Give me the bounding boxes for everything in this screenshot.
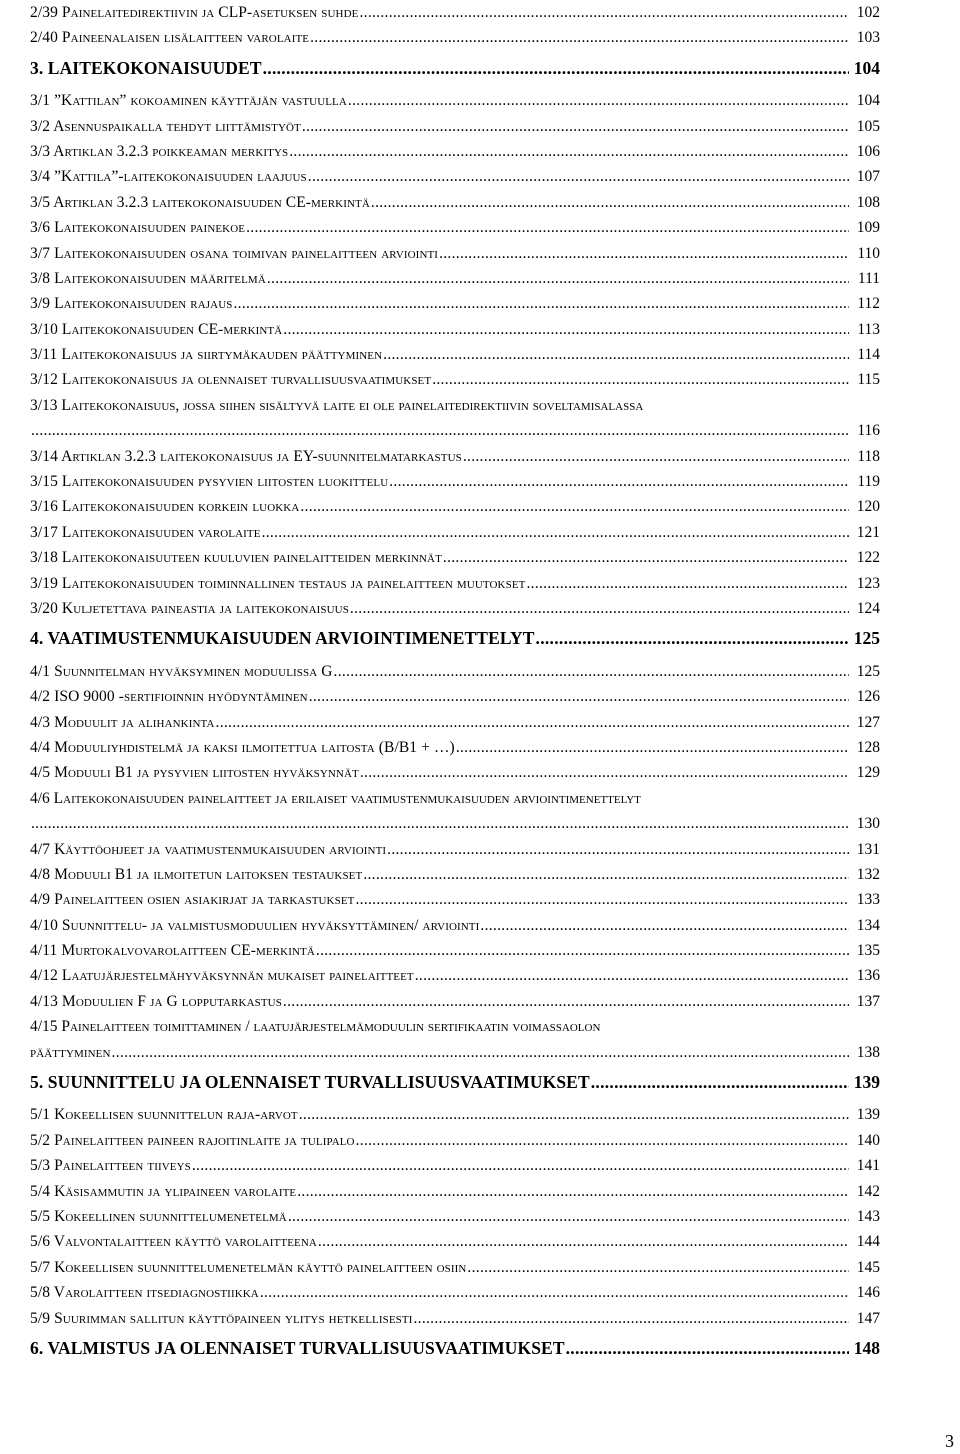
toc-page-number: 110 [857, 244, 880, 262]
leader-dots [387, 837, 849, 862]
toc-entry[interactable] [30, 1229, 880, 1254]
toc-entry[interactable] [30, 684, 880, 709]
leader-dots [443, 545, 849, 570]
toc-page-number: 131 [856, 840, 880, 858]
toc-page-number: 140 [856, 1131, 880, 1149]
toc-page-number: 112 [857, 295, 880, 313]
toc-entry-title: 3/1 ”Kattilan” kokoaminen käyttäjän vastuulla [30, 92, 347, 110]
leader-dots [233, 291, 849, 316]
toc-entry[interactable] [30, 1102, 880, 1127]
toc-page-number: 106 [856, 142, 880, 160]
toc-entry[interactable] [30, 0, 880, 25]
toc-entry[interactable] [30, 760, 880, 785]
leader-dots [216, 710, 849, 735]
leader-dots [360, 760, 849, 785]
leader-dots [316, 938, 849, 963]
leader-dots [302, 114, 849, 139]
toc-entry[interactable] [30, 342, 880, 367]
toc-entry-title: 4/10 Suunnittelu- ja valmistusmoduulien hyväksyttäminen/ arviointi [30, 916, 480, 934]
toc-entry-title: 4/9 Painelaitteen osien asiakirjat ja tarkastukset [30, 891, 355, 909]
toc-page-number: 107 [856, 168, 880, 186]
table-of-contents [30, 0, 880, 1368]
toc-chapter[interactable] [30, 56, 880, 81]
leader-dots [348, 88, 849, 113]
toc-entry[interactable] [30, 241, 880, 266]
toc-entry-title: 3/16 Laitekokonaisuuden korkein luokka [30, 498, 300, 516]
toc-page-number: 141 [856, 1157, 880, 1175]
leader-dots [389, 469, 849, 494]
leader-dots [300, 494, 849, 519]
toc-page-number: 102 [856, 4, 880, 21]
toc-entry-title: 3/6 Laitekokonaisuuden painekoe [30, 219, 246, 237]
toc-entry-title: 3. LAITEKOKONAISUUDET [30, 57, 262, 78]
toc-entry[interactable] [30, 989, 880, 1014]
toc-entry-title[interactable]: 4/15 Painelaitteen toimittaminen / laatujärjestelmämoduulin sertifikaatin voimassaolon [30, 1018, 601, 1036]
toc-page-number: 120 [856, 498, 880, 516]
toc-entry-title: 4/3 Moduulit ja alihankinta [30, 713, 215, 731]
toc-entry-title: 4/8 Moduuli B1 ja ilmoitetun laitoksen testaukset [30, 865, 363, 883]
toc-page-number: 138 [856, 1043, 880, 1061]
toc-entry-title: 4/13 Moduulien F ja G lopputarkastus [30, 992, 282, 1010]
leader-dots [308, 164, 849, 189]
toc-page-number: 118 [857, 447, 880, 465]
toc-entry[interactable] [30, 710, 880, 735]
toc-page-number: 137 [856, 992, 880, 1010]
toc-page-number: 127 [856, 713, 880, 731]
toc-entry-title: 5. SUUNNITTELU JA OLENNAISET TURVALLISUUSVAATIMUKSET [30, 1072, 590, 1093]
leader-dots [309, 684, 849, 709]
toc-entry[interactable] [30, 520, 880, 545]
toc-entry[interactable] [30, 291, 880, 316]
toc-entry[interactable] [30, 190, 880, 215]
leader-dots [318, 1229, 849, 1254]
toc-page-number: 116 [857, 422, 880, 440]
toc-entry[interactable] [30, 114, 880, 139]
toc-page-number: 148 [853, 1337, 880, 1358]
leader-dots [566, 1336, 849, 1361]
toc-entry[interactable] [30, 367, 880, 392]
toc-entry-title: 5/1 Kokeellisen suunnittelun raja-arvot [30, 1106, 298, 1124]
leader-dots [192, 1153, 849, 1178]
toc-entry[interactable] [30, 25, 880, 50]
toc-page-number: 147 [856, 1309, 880, 1327]
toc-entry-title: 5/6 Valvontalaitteen käyttö varolaitteena [30, 1233, 317, 1251]
leader-dots [112, 1040, 849, 1065]
leader-dots [356, 1128, 849, 1153]
toc-entry-title: 4/4 Moduuliyhdistelmä ja kaksi ilmoitettua laitosta (B/B1 + …) [30, 738, 455, 756]
toc-page-number: 129 [856, 764, 880, 782]
toc-page-number: 114 [857, 346, 880, 364]
leader-dots [334, 659, 849, 684]
toc-entry[interactable] [30, 545, 880, 570]
toc-entry-title: 3/2 Asennuspaikalla tehdyt liittämistyöt [30, 117, 301, 135]
leader-dots [283, 989, 849, 1014]
toc-page-number: 104 [853, 57, 880, 78]
leader-dots [350, 596, 849, 621]
leader-dots [591, 1070, 849, 1095]
toc-entry-title: 3/15 Laitekokonaisuuden pysyvien liitosten luokittelu [30, 473, 389, 491]
toc-entry-title: 5/2 Painelaitteen paineen rajoitinlaite ja tulipalo [30, 1131, 355, 1149]
toc-page-number: 139 [853, 1072, 880, 1093]
page-number: 3 [945, 1431, 954, 1451]
toc-page-number: 132 [856, 865, 880, 883]
toc-entry-title-continued: päättyminen [30, 1043, 111, 1061]
toc-page-number: 109 [856, 219, 880, 237]
toc-page-number: 144 [856, 1233, 880, 1251]
toc-entry[interactable] [30, 418, 880, 443]
leader-dots [355, 887, 849, 912]
toc-entry[interactable] [30, 1128, 880, 1153]
toc-entry[interactable] [30, 494, 880, 519]
toc-entry[interactable] [30, 317, 880, 342]
toc-entry[interactable] [30, 469, 880, 494]
toc-entry-title: 3/18 Laitekokonaisuuteen kuuluvien painelaitteiden merkinnät [30, 549, 442, 567]
toc-entry[interactable] [30, 571, 880, 596]
toc-page-number: 108 [856, 193, 880, 211]
toc-page-number: 133 [856, 891, 880, 909]
toc-page-number: 126 [856, 688, 880, 706]
leader-dots [463, 444, 849, 469]
toc-page-number: 122 [856, 549, 880, 567]
toc-entry-title: 3/3 Artiklan 3.2.3 poikkeaman merkitys [30, 142, 289, 160]
toc-entry-title: 3/9 Laitekokonaisuuden rajaus [30, 295, 233, 313]
toc-page-number: 125 [856, 662, 880, 680]
toc-entry[interactable] [30, 1204, 880, 1229]
toc-entry[interactable] [30, 837, 880, 862]
toc-entry-title: 4/1 Suunnitelman hyväksyminen moduulissa G [30, 662, 333, 680]
leader-dots [297, 1179, 849, 1204]
leader-dots [288, 1204, 849, 1229]
toc-entry[interactable] [30, 963, 880, 988]
leader-dots [480, 913, 849, 938]
toc-page-number: 142 [856, 1182, 880, 1200]
toc-entry-title: 3/11 Laitekokonaisuus ja siirtymäkauden päättyminen [30, 346, 383, 364]
toc-page-number: 115 [857, 371, 880, 389]
leader-dots [526, 571, 849, 596]
toc-entry-title: 5/5 Kokeellinen suunnittelumenetelmä [30, 1207, 287, 1225]
toc-entry[interactable] [30, 215, 880, 240]
toc-entry-title: 3/7 Laitekokonaisuuden osana toimivan painelaitteen arviointi [30, 244, 439, 262]
toc-entry[interactable] [30, 1040, 880, 1065]
toc-page-number: 103 [856, 29, 880, 47]
toc-entry[interactable] [30, 596, 880, 621]
leader-dots [359, 0, 849, 25]
toc-page-number: 128 [856, 738, 880, 756]
leader-dots [467, 1255, 849, 1280]
toc-entry-title: 3/8 Laitekokonaisuuden määritelmä [30, 269, 266, 287]
toc-entry-title[interactable]: 4/6 Laitekokonaisuuden painelaitteet ja erilaiset vaatimustenmukaisuuden arviointimenettelyt [30, 789, 641, 807]
leader-dots [413, 1306, 849, 1331]
toc-entry[interactable] [30, 735, 880, 760]
leader-dots [267, 266, 849, 291]
toc-page-number: 145 [856, 1258, 880, 1276]
toc-entry[interactable] [30, 862, 880, 887]
toc-entry[interactable] [30, 887, 880, 912]
toc-page-number: 104 [856, 92, 880, 110]
toc-page-number: 136 [856, 967, 880, 985]
toc-entry-title: 4/12 Laatujärjestelmähyväksynnän mukaiset painelaitteet [30, 967, 414, 985]
leader-dots [263, 56, 849, 81]
toc-entry-title: 3/5 Artiklan 3.2.3 laitekokonaisuuden CE-merkintä [30, 193, 370, 211]
leader-dots [363, 862, 849, 887]
toc-entry[interactable] [30, 811, 880, 836]
toc-entry-title: 2/40 Paineenalaisen lisälaitteen varolaite [30, 29, 310, 47]
leader-dots [439, 241, 849, 266]
toc-entry[interactable] [30, 139, 880, 164]
toc-entry-title: 3/20 Kuljetettava paineastia ja laitekokonaisuus [30, 599, 349, 617]
toc-chapter[interactable] [30, 626, 880, 651]
toc-entry[interactable] [30, 1306, 880, 1331]
leader-dots [536, 626, 849, 651]
toc-entry[interactable] [30, 88, 880, 113]
toc-page-number: 134 [856, 916, 880, 934]
toc-entry-title: 6. VALMISTUS JA OLENNAISET TURVALLISUUSVAATIMUKSET [30, 1337, 565, 1358]
toc-entry-title: 5/7 Kokeellisen suunnittelumenetelmän käyttö painelaitteen osiin [30, 1258, 467, 1276]
toc-entry-title: 5/3 Painelaitteen tiiveys [30, 1157, 191, 1175]
toc-page-number: 125 [853, 628, 880, 649]
leader-dots [283, 317, 849, 342]
toc-entry-title: 3/4 ”Kattila”-laitekokonaisuuden laajuus [30, 168, 307, 186]
toc-entry[interactable] [30, 913, 880, 938]
toc-entry[interactable] [30, 1280, 880, 1305]
toc-entry-title: 3/12 Laitekokonaisuus ja olennaiset turvallisuusvaatimukset [30, 371, 432, 389]
leader-dots [289, 139, 849, 164]
toc-page-number: 105 [856, 117, 880, 135]
toc-page-number: 111 [857, 269, 880, 287]
toc-page-number: 123 [856, 574, 880, 592]
toc-entry[interactable] [30, 1153, 880, 1178]
toc-page-number: 113 [857, 320, 880, 338]
toc-entry-title: 5/8 Varolaitteen itsediagnostiikka [30, 1284, 259, 1302]
toc-entry-title: 3/14 Artiklan 3.2.3 laitekokonaisuus ja EY-suunnitelmatarkastus [30, 447, 462, 465]
toc-entry-title: 4/2 ISO 9000 -sertifioinnin hyödyntäminen [30, 688, 308, 706]
toc-entry[interactable] [30, 164, 880, 189]
leader-dots [415, 963, 849, 988]
toc-entry-title: 4. VAATIMUSTENMUKAISUUDEN ARVIOINTIMENETTELYT [30, 628, 535, 649]
toc-chapter[interactable] [30, 1070, 880, 1095]
toc-entry[interactable] [30, 444, 880, 469]
toc-page-number: 143 [856, 1207, 880, 1225]
toc-entry[interactable] [30, 266, 880, 291]
leader-dots [31, 418, 849, 443]
toc-page-number: 146 [856, 1284, 880, 1302]
leader-dots [371, 190, 849, 215]
toc-entry-title[interactable]: 3/13 Laitekokonaisuus, jossa siihen sisältyvä laite ei ole painelaitedirektiivin soveltamisalassa [30, 396, 644, 414]
toc-entry-title: 2/39 Painelaitedirektiivin ja CLP-asetuksen suhde [30, 4, 359, 21]
toc-entry-title: 3/17 Laitekokonaisuuden varolaite [30, 523, 261, 541]
toc-entry-title: 3/19 Laitekokonaisuuden toiminnallinen testaus ja painelaitteen muutokset [30, 574, 526, 592]
toc-page-number: 130 [856, 815, 880, 833]
toc-entry[interactable] [30, 938, 880, 963]
toc-chapter[interactable] [30, 1336, 880, 1361]
leader-dots [310, 25, 849, 50]
toc-entry[interactable] [30, 1255, 880, 1280]
toc-page-number: 139 [856, 1106, 880, 1124]
toc-entry[interactable] [30, 1179, 880, 1204]
leader-dots [299, 1102, 849, 1127]
leader-dots [246, 215, 849, 240]
leader-dots [383, 342, 849, 367]
leader-dots [260, 1280, 849, 1305]
toc-entry-title: 5/4 Käsisammutin ja ylipaineen varolaite [30, 1182, 297, 1200]
leader-dots [31, 811, 849, 836]
toc-entry-title: 5/9 Suurimman sallitun käyttöpaineen ylitys hetkellisesti [30, 1309, 413, 1327]
leader-dots [432, 367, 849, 392]
toc-page-number: 135 [856, 942, 880, 960]
toc-entry-title: 4/7 Käyttöohjeet ja vaatimustenmukaisuuden arviointi [30, 840, 387, 858]
leader-dots [456, 735, 849, 760]
toc-entry[interactable] [30, 659, 880, 684]
toc-entry-title: 4/5 Moduuli B1 ja pysyvien liitosten hyväksynnät [30, 764, 359, 782]
toc-page-number: 124 [856, 599, 880, 617]
toc-page-number: 119 [857, 473, 880, 491]
toc-entry-title: 4/11 Murtokalvovarolaitteen CE-merkintä [30, 942, 315, 960]
leader-dots [262, 520, 849, 545]
toc-entry-title: 3/10 Laitekokonaisuuden CE-merkintä [30, 320, 283, 338]
toc-page-number: 121 [856, 523, 880, 541]
